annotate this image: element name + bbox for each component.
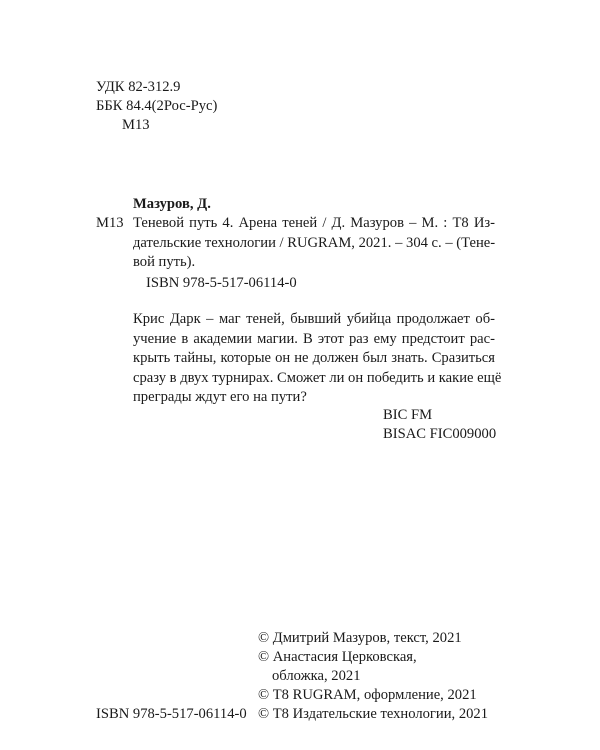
author-mark: М13: [122, 117, 150, 133]
annotation-line: крыть тайны, которые он не должен был знать. Сразиться: [133, 350, 495, 366]
copyright-line: © Т8 Издательские технологии, 2021: [258, 706, 489, 722]
copyright-line: © Т8 RUGRAM, оформление, 2021: [258, 687, 477, 703]
record-isbn: ISBN 978-5-517-06114-0: [146, 275, 297, 291]
description-line: Теневой путь 4. Арена теней / Д. Мазуров – М. : Т8 Из-: [133, 215, 495, 231]
annotation: [133, 310, 502, 408]
description-line: вой путь).: [133, 254, 196, 270]
bibliographic-description: [133, 214, 495, 273]
udk-code: УДК 82-312.9: [96, 79, 181, 95]
bbk-code: ББК 84.4(2Рос-Рус): [96, 98, 218, 114]
copyright-isbn: ISBN 978-5-517-06114-0: [96, 706, 247, 722]
bic-code: BIC FM: [383, 407, 433, 423]
bisac-code: BISAC FIC009000: [383, 426, 497, 442]
annotation-line: сразу в двух турнирах. Сможет ли он победить и какие ещё: [133, 369, 502, 386]
copyright-line: © Анастасия Церковская,: [258, 649, 417, 665]
author-heading: Мазуров, Д.: [133, 196, 211, 212]
copyright-line: обложка, 2021: [272, 668, 361, 684]
annotation-line: преграды ждут его на пути?: [133, 389, 307, 405]
annotation-line: Крис Дарк – маг теней, бывший убийца продолжает об-: [133, 311, 495, 327]
copyright-line: © Дмитрий Мазуров, текст, 2021: [258, 630, 462, 646]
description-line: дательские технологии / RUGRAM, 2021. – 304 с. – (Тене-: [133, 234, 496, 251]
record-author-mark: М13: [96, 215, 124, 231]
annotation-line: учение в академии магии. В этот раз ему предстоит рас-: [133, 330, 495, 347]
